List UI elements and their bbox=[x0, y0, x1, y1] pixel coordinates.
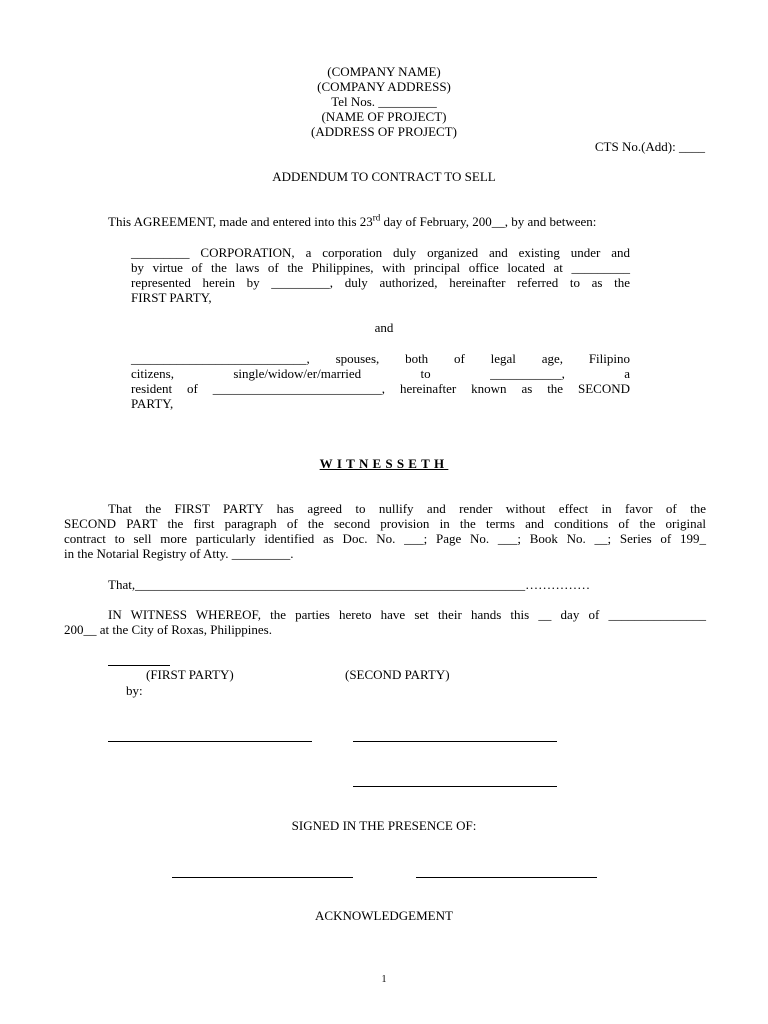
first-party-line-1: _________ CORPORATION, a corporation duly organized and existing under and bbox=[131, 245, 630, 260]
acknowledgement-heading: ACKNOWLEDGEMENT bbox=[315, 908, 453, 923]
cts-number: CTS No.(Add): ____ bbox=[594, 139, 705, 154]
second-party-line-3: resident of __________________________, hereinafter known as the SECOND bbox=[131, 381, 630, 396]
first-party-line-2: by virtue of the laws of the Philippines, with principal office located at _________ bbox=[131, 260, 630, 275]
second-party-label: (SECOND PARTY) bbox=[345, 667, 450, 682]
in-witness-line-2: 200__ at the City of Roxas, Philippines. bbox=[64, 622, 272, 637]
witness-para-line-1 bbox=[108, 501, 706, 516]
company-address: (COMPANY ADDRESS) bbox=[317, 79, 451, 94]
second-party-signature-line-1 bbox=[353, 741, 557, 742]
signed-presence-heading: SIGNED IN THE PRESENCE OF: bbox=[291, 818, 477, 833]
first-party-line-3: represented herein by _________, duly authorized, hereinafter referred to as the bbox=[131, 275, 630, 290]
first-party-label: (FIRST PARTY) bbox=[146, 667, 234, 682]
witness-para-line-2: SECOND PART the first paragraph of the second provision in the terms and conditions of the original bbox=[64, 516, 706, 531]
project-address: (ADDRESS OF PROJECT) bbox=[311, 124, 457, 139]
witnesseth-heading: WITNESSETH bbox=[319, 456, 449, 471]
document-title: ADDENDUM TO CONTRACT TO SELL bbox=[272, 169, 496, 184]
witness-signature-line-2 bbox=[416, 877, 597, 878]
and-connector: and bbox=[374, 320, 394, 335]
witness-para-line-4: in the Notarial Registry of Atty. _________. bbox=[64, 546, 294, 561]
witness-para-line-1-text: That the FIRST PARTY has agreed to nullify and render without effect in favor of the bbox=[108, 501, 706, 516]
tel-nos: Tel Nos. _________ bbox=[331, 94, 437, 109]
first-party-short-line bbox=[108, 665, 170, 666]
in-witness-line-1: IN WITNESS WHEREOF, the parties hereto have set their hands this __ day of _______________ bbox=[108, 607, 706, 622]
second-party-signature-line-2 bbox=[353, 786, 557, 787]
company-name: (COMPANY NAME) bbox=[327, 64, 441, 79]
agreement-post: day of February, 200__, by and between: bbox=[380, 214, 597, 229]
second-party-line-2: citizens, single/widow/er/married to ___________, a bbox=[131, 366, 630, 381]
project-name: (NAME OF PROJECT) bbox=[321, 109, 447, 124]
witness-signature-line-1 bbox=[172, 877, 353, 878]
second-party-line-4: PARTY, bbox=[131, 396, 174, 411]
that-line: That,____________________________________________________________…………… bbox=[108, 577, 591, 592]
agreement-intro bbox=[108, 214, 596, 229]
page-number: 1 bbox=[381, 974, 387, 985]
second-party-line-1: ___________________________, spouses, both of legal age, Filipino bbox=[131, 351, 630, 366]
witness-para-line-3: contract to sell more particularly identified as Doc. No. ___; Page No. ___; Book No. __; Series of 199_ bbox=[64, 531, 706, 546]
first-party-line-4: FIRST PARTY, bbox=[131, 290, 212, 305]
agreement-sup: rd bbox=[372, 212, 381, 223]
agreement-pre: This AGREEMENT, made and entered into this 23 bbox=[108, 214, 373, 229]
by-label: by: bbox=[126, 683, 143, 698]
first-party-signature-line bbox=[108, 741, 312, 742]
